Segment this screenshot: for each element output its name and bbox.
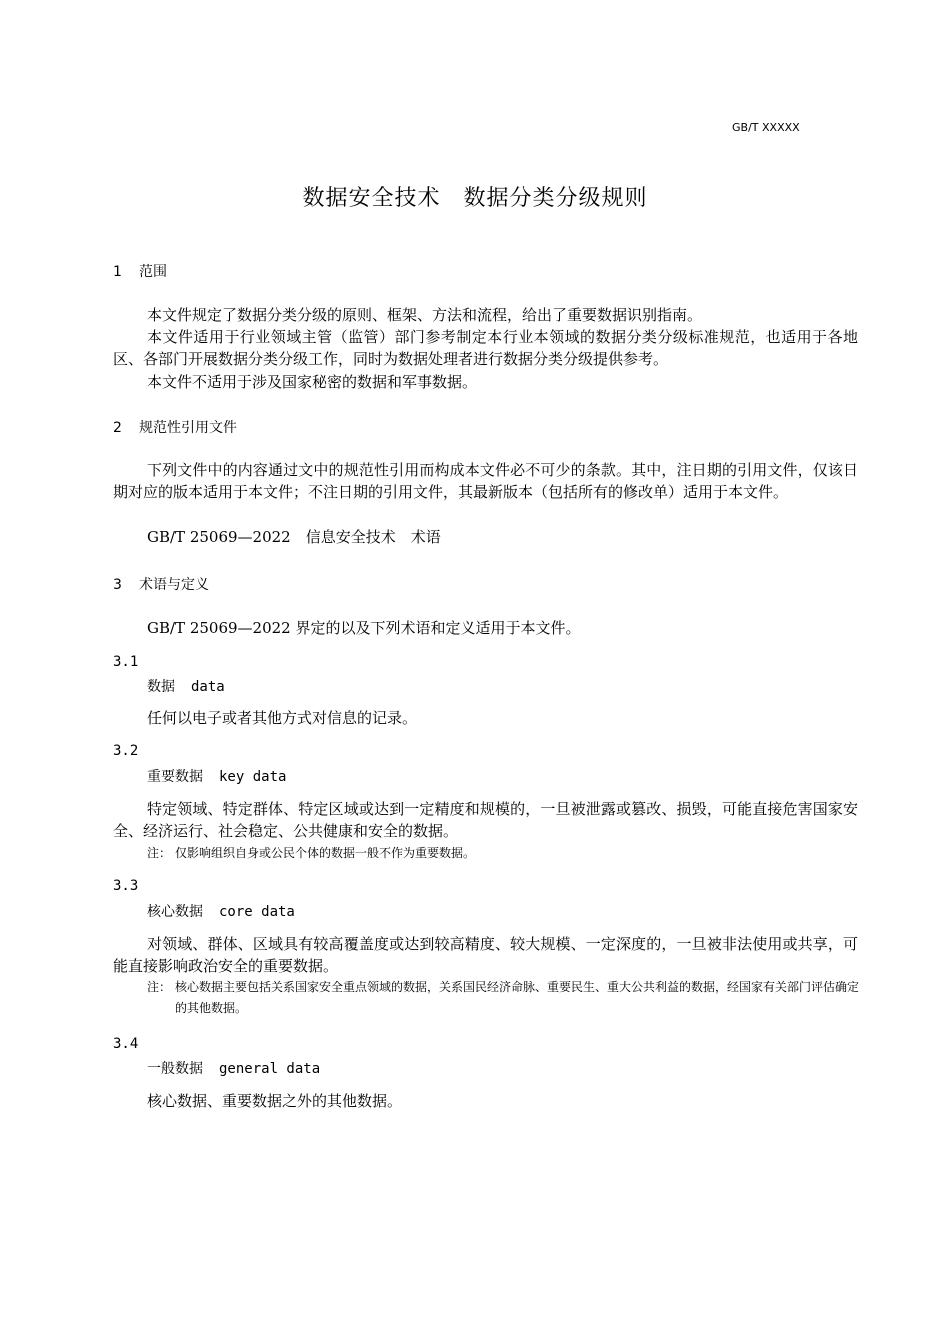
term-note [147, 977, 859, 1019]
paragraph: 本文件不适用于涉及国家秘密的数据和军事数据。 [147, 373, 478, 391]
term-entry [147, 766, 286, 786]
section-title: 规范性引用文件 [139, 420, 237, 436]
term-number: 3.3 [113, 878, 139, 894]
standard-code: GB/T XXXXX [732, 121, 800, 134]
term-entry [147, 1058, 320, 1078]
document-title: 数据安全技术 数据分类分级规则 [302, 186, 648, 211]
note-label: 注： [147, 846, 172, 860]
section-heading-scope [113, 261, 167, 281]
section-number: 1 [113, 264, 122, 280]
term-definition: 核心数据、重要数据之外的其他数据。 [147, 1092, 403, 1110]
term-zh: 一般数据 [147, 1061, 203, 1077]
note-text: 仅影响组织自身或公民个体的数据一般不作为重要数据。 [175, 846, 476, 860]
paragraph: 本文件规定了数据分类分级的原则、框架、方法和流程，给出了重要数据识别指南。 [147, 306, 703, 324]
section-heading-terms-definitions [113, 574, 209, 594]
paragraph: 本文件适用于行业领域主管（监管）部门参考制定本行业本领域的数据分类分级标准规范，也适用于各地区、各部门开展数据分类分级工作，同时为数据处理者进行数据分类分级提供参考。 [113, 328, 858, 368]
note-label: 注： [147, 980, 172, 994]
term-en: general data [219, 1061, 321, 1077]
term-note [147, 843, 475, 864]
paragraph: GB/T 25069—2022 界定的以及下列术语和定义适用于本文件。 [147, 619, 581, 637]
section-number: 3 [113, 577, 122, 593]
term-zh: 核心数据 [147, 904, 203, 920]
term-zh: 重要数据 [147, 769, 203, 785]
section-number: 2 [113, 420, 122, 436]
section-title: 范围 [139, 264, 167, 280]
term-en: data [191, 679, 225, 695]
reference-item: GB/T 25069—2022 信息安全技术 术语 [147, 528, 441, 546]
term-zh: 数据 [147, 679, 175, 695]
term-number: 3.2 [113, 743, 139, 759]
term-entry [147, 901, 295, 921]
term-definition: 对领域、群体、区域具有较高覆盖度或达到较高精度、较大规模、一定深度的，一旦被非法使用或共享，可能直接影响政治安全的重要数据。 [113, 935, 858, 975]
term-en: core data [219, 904, 295, 920]
term-number: 3.1 [113, 654, 139, 670]
term-definition: 特定领域、特定群体、特定区域或达到一定精度和规模的，一旦被泄露或篡改、损毁，可能直接危害国家安全、经济运行、社会稳定、公共健康和安全的数据。 [113, 800, 858, 840]
term-entry [147, 676, 225, 696]
term-number: 3.4 [113, 1036, 139, 1052]
section-title: 术语与定义 [139, 577, 209, 593]
note-text: 核心数据主要包括关系国家安全重点领域的数据，关系国民经济命脉、重要民生、重大公共利益的数据，经国家有关部门评估确定的其他数据。 [175, 980, 860, 1015]
term-en: key data [219, 769, 287, 785]
paragraph: 下列文件中的内容通过文中的规范性引用而构成本文件必不可少的条款。其中，注日期的引用文件，仅该日期对应的版本适用于本文件；不注日期的引用文件，其最新版本（包括所有的修改单）适用于本文件。 [113, 461, 858, 501]
section-heading-normative-references [113, 417, 237, 437]
term-definition: 任何以电子或者其他方式对信息的记录。 [147, 709, 418, 727]
